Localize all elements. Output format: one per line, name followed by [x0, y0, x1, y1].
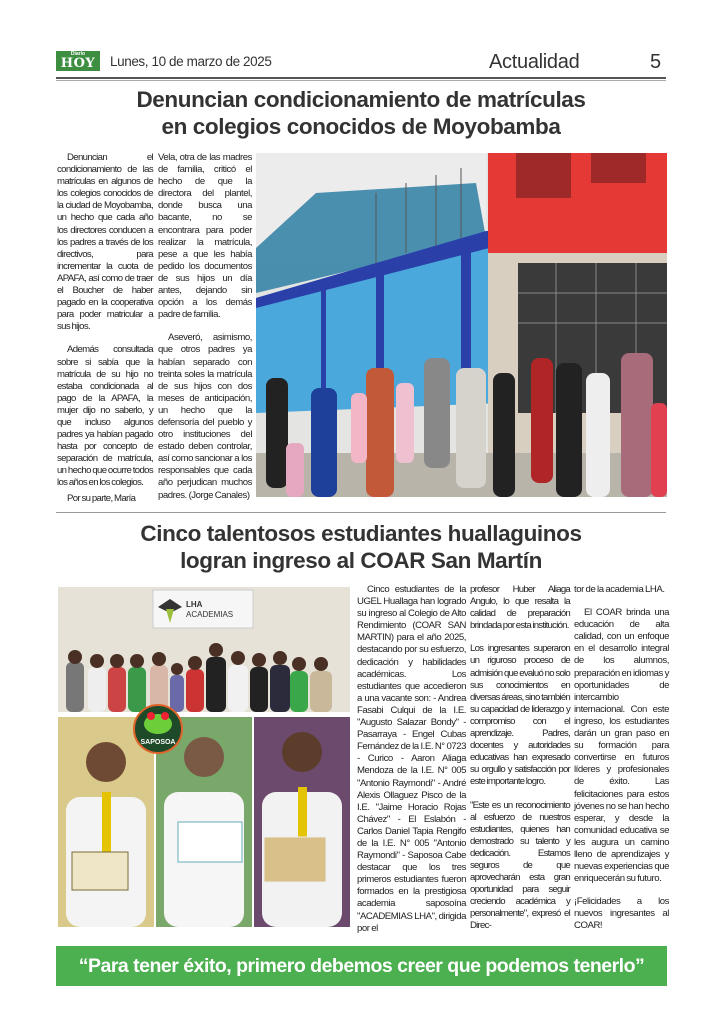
- article1-headline-line2: en colegios conocidos de Moyobamba: [161, 114, 561, 139]
- article1-column-1: [57, 152, 153, 505]
- photo-parents-line-illustration: [256, 153, 667, 497]
- article1-column-2: [158, 152, 252, 502]
- newspaper-logo: [56, 51, 100, 71]
- logo-top-text: Diario: [70, 51, 86, 57]
- article1-headline-line1: Denuncian condicionamiento de matrículas: [136, 87, 586, 112]
- page-number: 5: [650, 51, 662, 73]
- article2-paragraph: tor de la academia LHA.: [574, 584, 665, 595]
- article2-column-1: [357, 584, 466, 935]
- article2-headline-line2: logran ingreso al COAR San Martín: [180, 548, 542, 573]
- article2-photo-collage: [58, 587, 350, 927]
- article1-paragraph: Por su parte, María: [67, 492, 136, 504]
- article2-paragraph: "Este es un reconocimiento al esfuerzo de nuestros estudiantes, quienes han demostrado su talento y dedicación. Estamos seguros de que aprovecharán esta gran oportunidad para seguir creciendo académica y personalmente", expresó el Direc-: [470, 799, 570, 932]
- photo-students-collage: [58, 587, 350, 927]
- article2-paragraph: El COAR brinda una educación de alta calidad, con un enfoque en el desarrollo integral de los alumnos, preparación en idiomas y oportunidades de intercambio internacional. Con este ingreso, los estudiantes darán un gran paso en su formación para convertirse en futuros líderes y profesionales de éxito. Las felicitaciones para estos jóvenes no se han hecho esperar, y desde la comunidad educativa se les augura un camino lleno de aprendizajes y nuevas experiencias que enriquecerán su futuro.: [574, 607, 669, 885]
- section-name: Actualidad: [489, 51, 580, 73]
- article2-headline: [56, 520, 666, 574]
- article1-paragraph: Aseveró, asimismo, que otros padres ya habían separado con treinta soles la matrícula de sus hijos con dos meses de anticipación, un hecho que la defensoría del pueblo y otro instituciones del estado deben controlar, así como sancionar a los responsables que cada año perjudican muchos padres. (Jorge Canales): [158, 332, 252, 501]
- header-rule: [56, 77, 666, 79]
- article1-paragraph: Además consultada sobre si sabía que la matrícula de su hijo no estaba condicionada al pago de la APAFA, la mujer dijo no saberlo, y que incluso algunos padres ya habían pagado hasta por concepto de separación de matrícula, un hecho que ocurre todos los años en los colegios.: [57, 344, 153, 489]
- lha-banner-text-1: LHA: [186, 600, 203, 609]
- article2-paragraph: ¡Felicidades a los nuevos ingresantes al COAR!: [574, 896, 669, 932]
- article2-column-3: [574, 584, 669, 933]
- article2-paragraph: Cinco estudiantes de la UGEL Huallaga han logrado su ingreso al Colegio de Alto Rendimiento (COAR SAN MARTIN) para el año 2025, destacando por su esfuerzo, dedicación y habilidades académicas. Los estudiantes que accedieron a una vacante son: - Andrea Fasabi Culqui de la I.E. "Augusto Salazar Bondy" - Pasarraya - Engel Cubas Fernández de la I.E. N° 0723 - Curico - Aaron Aliaga Mendoza de la I.E. N° 005 "Antonio Raymondi" - André Alexis Ollaguez Pisco de la I.E. "Jaime Horacio Rojas Chávez" - El Eslabón - Carlos Daniel Tapia Rengifo de la I.E. N° 005 "Antonio Raymondi" - Saposoa Cabe destacar que los tres primeros estudiantes fueron formados en la prestigiosa academia saposoína "ACADEMIAS LHA", dirigida por el: [357, 584, 466, 934]
- logo-main-text: HOY: [60, 56, 96, 71]
- article1-paragraph: Vela, otra de las madres de familia, criticó el hecho de que la directora del plantel, donde busca una bacante, no se encontrara para poder realizar la matrícula, pese a que les había pedido los documentos de sus hijos un día antes, dejando sin opción a los demás padre de familia.: [158, 152, 252, 321]
- article2-paragraph: profesor Huber Aliaga Angulo, lo que resalta la calidad de preparación brindada por esta institución.: [470, 584, 570, 632]
- quote-banner: “Para tener éxito, primero debemos creer que podemos tenerlo”: [56, 946, 667, 986]
- lha-banner-text-2: ACADEMIAS: [186, 610, 234, 619]
- article2-column-2: [470, 584, 570, 933]
- article-divider: [56, 512, 666, 513]
- header-rule-thin: [56, 80, 666, 81]
- article1-headline: [56, 86, 666, 140]
- article1-photo-queue-outside-school: [256, 153, 667, 497]
- article2-headline-line1: Cinco talentosos estudiantes huallaguinos: [140, 521, 582, 546]
- article2-paragraph: Los ingresantes superaron un riguroso proceso de admisión que evaluó no solo sus conocimientos en diversas áreas, sino también su capacidad de liderazgo y compromiso con el aprendizaje. Padres, docentes y autoridades educativas han expresado su orgullo y satisfacción por este importante logro.: [470, 643, 570, 788]
- saposoa-watermark-text: SAPOSOA: [140, 739, 176, 746]
- issue-date: Lunes, 10 de marzo de 2025: [110, 54, 272, 69]
- article1-paragraph: Denuncian el condicionamiento de las matrículas en algunos de los colegios conocidos de la ciudad de Moyobamba, un hecho que cada año los directores conducen a los padres a través de los directivos, para incrementar la cuota de APAFA, así como de traer el Boucher de haber pagado en la cooperativa para poder matricular a sus hijos.: [57, 152, 153, 333]
